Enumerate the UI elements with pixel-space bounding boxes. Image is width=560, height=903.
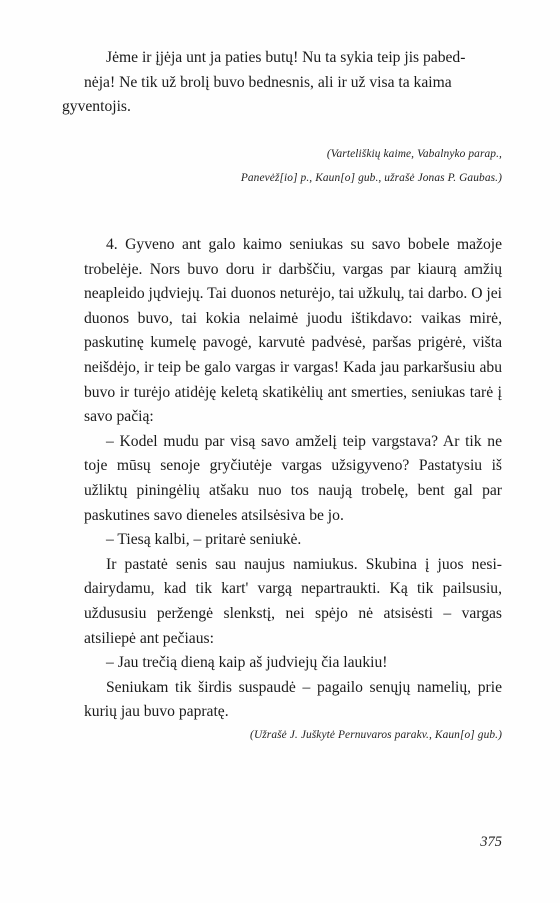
story-ending-paragraph [62,46,502,120]
source-bottom-line-1: (Užrašė J. Juškytė Pernuvaros parakv., Kaun[o] gub.) [250,729,502,741]
source-citation-bottom [250,723,502,747]
story-paragraph: 4. Gyveno ant galo kaimo seniukas su savo bobele mažoje trobelėje. Nors buvo doru ir darbščiu, vargas par kiaurą amžių neapleido jųdviejų. Tai duonos neturėjo, tai užkulų, tai darbo. O jei duonos buvo, tai kokia nelaimė juodu ištikdavo: vaikas mirė, paskutinę kumelę pavogė, karvutė padvėsė, paršas prigėrė, višta neišdėjo, ir teip be galo vargas ir vargas! Kada jau parkaršusiu abu buvo ir turėjo atidėję keletą skatikėlių ant smerties, seniukas tarė į savo pačią: [84,236,502,426]
story-4 [84,233,502,725]
source-top-line-1: (Varteliškių kaime, Vabalnyko parap., [326,148,502,160]
source-citation-top [241,142,502,190]
story-paragraph: Ir pastatė senis sau naujus namiukus. Skubina į juos nesidairydamu, kad tik kart' vargą nepartraukti. Ką tik pailsusiu, uždususiu peržengė slenkstį, nei spėjo nė atsisėsti – vargas atsiliepė ant pečiaus: [84,555,502,647]
page-number: 375 [480,834,502,850]
story-ending [62,46,502,120]
story-paragraph: Seniukam tik širdis suspaudė – pagailo senųjų namelių, prie kurių jau buvo papratę. [84,678,502,721]
story-line-2: nėja! Ne tik už brolį buvo bednesnis, ali ir už visa ta kaima [84,73,452,91]
story-paragraph: – Kodel mudu par visą savo amželį teip vargstava? Ar tik ne toje mūsų senoje gryčiutėje vargas užsigyveno? Pastatysiu iš užliktų piningėlių atšaku nuo tos naują trobelę, bent gal par paskutines savo dieneles atsilsėsiva be jo. [84,432,502,524]
story-line-1: Jėme ir įjėja unt ja paties butų! Nu ta sykia teip jis pabed- [106,49,466,66]
story-paragraph: – Jau trečią dieną kaip aš judviejų čia laukiu! [106,654,388,672]
source-top-line-2: Panevėž[io] p., Kaun[o] gub., užrašė Jonas P. Gaubas.) [240,172,502,184]
story-line-3: gyventojis. [62,98,131,116]
story-paragraph: – Tiesą kalbi, – pritarė seniukė. [106,531,302,549]
